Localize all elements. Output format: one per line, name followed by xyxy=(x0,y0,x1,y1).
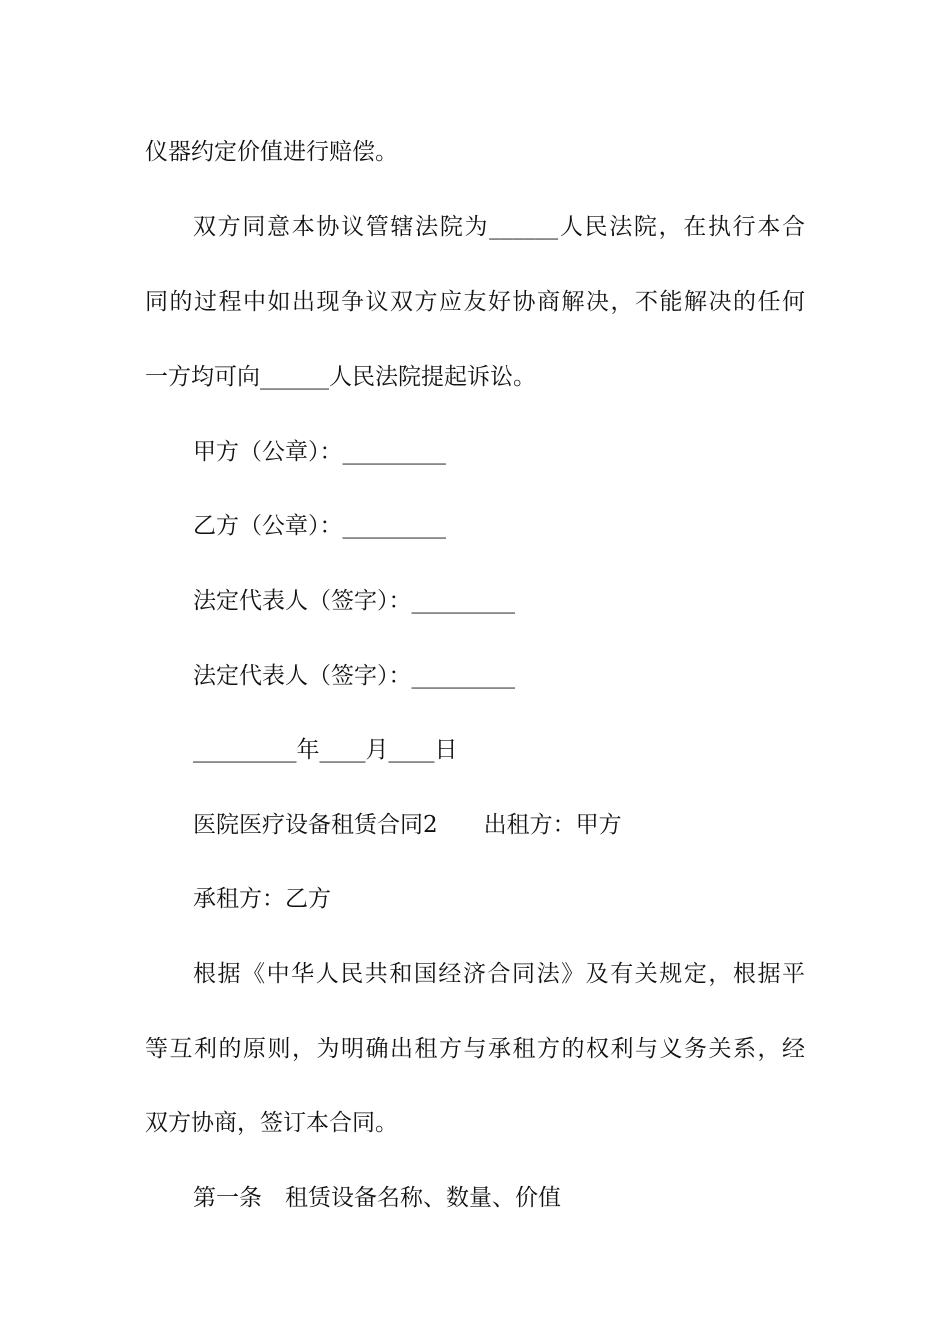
paragraph-line: 等互利的原则，为明确出租方与承租方的权利与义务关系，经 xyxy=(145,1036,805,1062)
paragraph-line: 双方协商，签订本合同。 xyxy=(145,1110,398,1136)
date-line: _________年____月____日 xyxy=(193,737,458,763)
signature-line-representative: 法定代表人（签字）：_________ xyxy=(193,588,515,614)
signature-line-party-a: 甲方（公章）：_________ xyxy=(193,439,446,465)
paragraph-line: 仪器约定价值进行赔偿。 xyxy=(145,139,398,165)
paragraph-line: 双方同意本协议管辖法院为______人民法院，在执行本合 xyxy=(193,214,805,240)
signature-line-representative: 法定代表人（签字）：_________ xyxy=(193,663,515,689)
paragraph-line: 同的过程中如出现争议双方应友好协商解决，不能解决的任何 xyxy=(145,289,805,315)
paragraph-line: 一方均可向______人民法院提起诉讼。 xyxy=(145,364,536,390)
signature-line-party-b: 乙方（公章）：_________ xyxy=(193,513,446,539)
article-heading: 第一条 租赁设备名称、数量、价值 xyxy=(193,1185,561,1211)
lessee-line: 承租方：乙方 xyxy=(193,886,331,912)
paragraph-line: 根据《中华人民共和国经济合同法》及有关规定，根据平 xyxy=(193,961,805,987)
contract-heading: 医院医疗设备租赁合同2 出租方：甲方 xyxy=(193,812,622,838)
